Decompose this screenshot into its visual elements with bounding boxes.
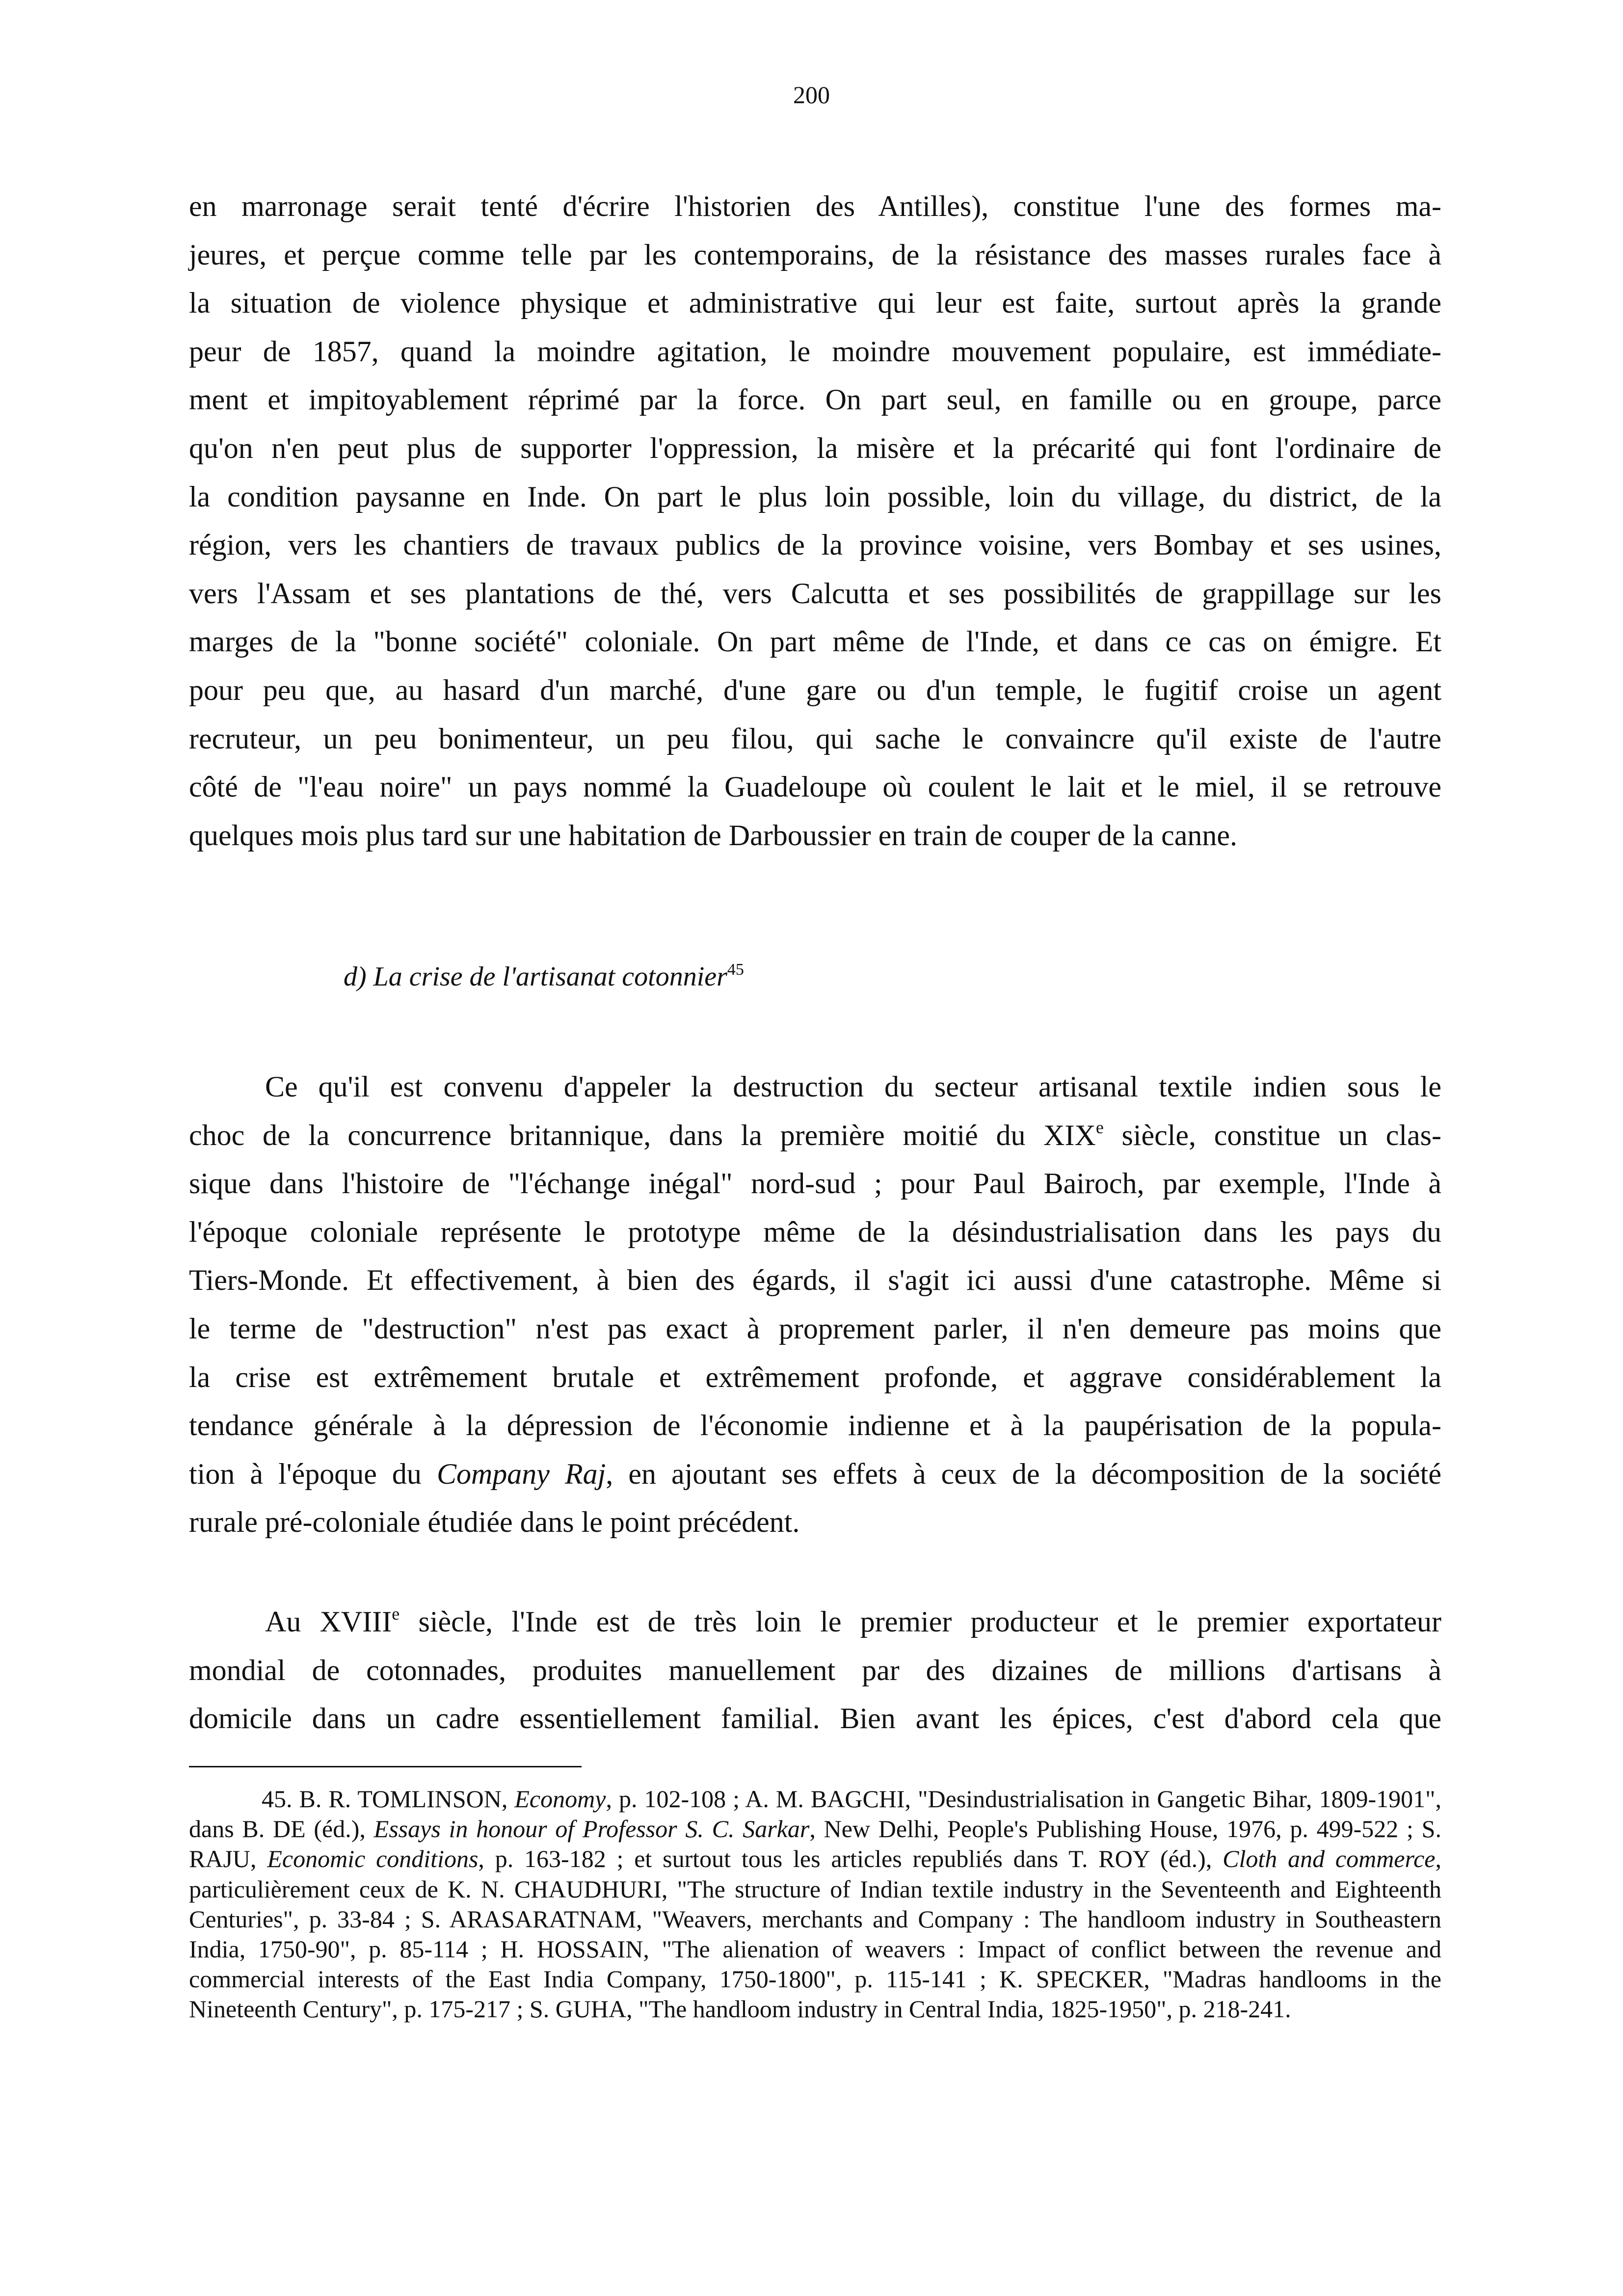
text-segment: , p. 163-182 ; et surtout tous les articles republiés dans T. ROY (éd.), <box>478 1845 1223 1873</box>
paragraph-line: le terme de "destruction" n'est pas exact à proprement parler, il n'en demeure pas moins que <box>189 1312 1441 1345</box>
text-segment: choc de la concurrence britannique, dans la première moitié du XIX <box>189 1119 1096 1151</box>
paragraph-line: mondial de cotonnades, produites manuellement par des dizaines de millions d'artisans à <box>189 1654 1441 1686</box>
paragraph-line: recruteur, un peu bonimenteur, un peu filou, qui sache le convaincre qu'il existe de l'autre <box>189 722 1441 755</box>
paragraph-line: en marronage serait tenté d'écrire l'historien des Antilles), constitue l'une des formes ma- <box>189 190 1441 222</box>
paragraph-line: tendance générale à la dépression de l'économie indienne et à la paupérisation de la popula- <box>189 1409 1441 1442</box>
paragraph-line: marges de la "bonne société" coloniale. On part même de l'Inde, et dans ce cas on émigre. Et <box>189 625 1441 658</box>
paragraph-line: la situation de violence physique et administrative qui leur est faite, surtout après la grande <box>189 287 1441 320</box>
superscript: e <box>1095 1117 1104 1137</box>
paragraph-line: Tiers-Monde. Et effectivement, à bien des égards, il s'agit ici aussi d'une catastrophe. Même si <box>189 1264 1441 1297</box>
paragraph-line: Ce qu'il est convenu d'appeler la destruction du secteur artisanal textile indien sous le <box>265 1070 1441 1103</box>
paragraph-2 <box>189 1063 1441 1547</box>
paragraph-line: peur de 1857, quand la moindre agitation, le moindre mouvement populaire, est immédiate- <box>189 335 1441 368</box>
text-segment: Au XVIII <box>265 1605 392 1638</box>
paragraph-line: pour peu que, au hasard d'un marché, d'une gare ou d'un temple, le fugitif croise un agent <box>189 673 1441 706</box>
italic-title: Economic conditions <box>267 1845 479 1873</box>
paragraph-line: région, vers les chantiers de travaux publics de la province voisine, vers Bombay et ses usines, <box>189 529 1441 561</box>
superscript: e <box>392 1604 400 1624</box>
footnote-separator <box>189 1766 582 1767</box>
section-heading-text: d) La crise de l'artisanat cotonnier <box>344 961 727 992</box>
paragraph-line: la crise est extrêmement brutale et extrêmement profonde, et aggrave considérablement la <box>189 1361 1441 1393</box>
text-segment: tion à l'époque du <box>189 1457 437 1490</box>
text-segment: , p. 102-108 ; A. M. BAGCHI, "Desindustrialisation in Gangetic Bihar, 1809-1901", dans B. DE (éd.), <box>189 1785 1441 1843</box>
paragraph-line: ment et impitoyablement réprimé par la force. On part seul, en famille ou en groupe, parce <box>189 383 1441 416</box>
section-heading <box>344 960 744 994</box>
text-segment: siècle, constitue un clas- <box>1103 1119 1441 1151</box>
paragraph-line: quelques mois plus tard sur une habitation de Darboussier en train de couper de la canne. <box>189 819 1238 852</box>
footnote-reference[interactable]: 45 <box>727 961 744 979</box>
paragraph-line <box>189 1450 1441 1498</box>
paragraph-line: sique dans l'histoire de "l'échange inégal" nord-sud ; pour Paul Bairoch, par exemple, l'Inde à <box>189 1167 1441 1200</box>
paragraph-line: la condition paysanne en Inde. On part le plus loin possible, loin du village, du district, de la <box>189 480 1441 513</box>
paragraph-1 <box>189 182 1441 859</box>
paragraph-line: vers l'Assam et ses plantations de thé, vers Calcutta et ses possibilités de grappillage sur les <box>189 577 1441 610</box>
italic-title: Cloth and commerce <box>1223 1845 1436 1873</box>
paragraph-line: l'époque coloniale représente le prototype même de la désindustrialisation dans les pays du <box>189 1215 1441 1248</box>
text-segment: , particulièrement ceux de K. N. CHAUDHURI, "The structure of Indian textile industry in the Seventeenth and Eighteenth Centuries", p. 33-84 ; S. ARASARATNAM, "Weavers, merchants and Company : The handloom industry in Southeastern India, 1750-90", p. 85-114 ; H. HOSSAIN, "The alienation of weavers : Impact of conflict between the revenue and commercial interests of the East India Company, 1750-1800", p. 115-141 ; K. SPECKER, "Madras handlooms in the Nineteenth Century", p. 175-217 ; S. GUHA, "The handloom industry in Central India, 1825-1950", p. 218-241. <box>189 1845 1441 2023</box>
paragraph-line: domicile dans un cadre essentiellement familial. Bien avant les épices, c'est d'abord cela que <box>189 1702 1441 1735</box>
italic-title: Essays in honour of Professor S. C. Sarkar <box>373 1815 810 1843</box>
paragraph-line: jeures, et perçue comme telle par les contemporains, de la résistance des masses rurales face à <box>189 238 1441 271</box>
footnote-text <box>189 1784 1441 2025</box>
text-segment: , New Delhi, People's Publishing House, 1976, p. 499-522 ; S. RAJU, <box>189 1815 1441 1873</box>
paragraph-line: côté de "l'eau noire" un pays nommé la Guadeloupe où coulent le lait et le miel, il se retrouve <box>189 771 1441 803</box>
italic-title: Economy <box>514 1785 606 1813</box>
footnote-45 <box>189 1784 1441 2025</box>
paragraph-line <box>189 1598 1441 1646</box>
text-segment: , en ajoutant ses effets à ceux de la décomposition de la société <box>606 1457 1441 1490</box>
page-number: 200 <box>793 81 830 108</box>
text-segment: siècle, l'Inde est de très loin le premier producteur et le premier exportateur <box>399 1605 1442 1638</box>
paragraph-line <box>189 1111 1441 1160</box>
paragraph-3 <box>189 1598 1441 1743</box>
italic-term: Company Raj <box>436 1457 606 1490</box>
paragraph-line: rurale pré-coloniale étudiée dans le point précédent. <box>189 1506 800 1539</box>
paragraph-line: qu'on n'en peut plus de supporter l'oppression, la misère et la précarité qui font l'ordinaire de <box>189 431 1441 464</box>
text-segment: 45. B. R. TOMLINSON, <box>262 1785 515 1813</box>
